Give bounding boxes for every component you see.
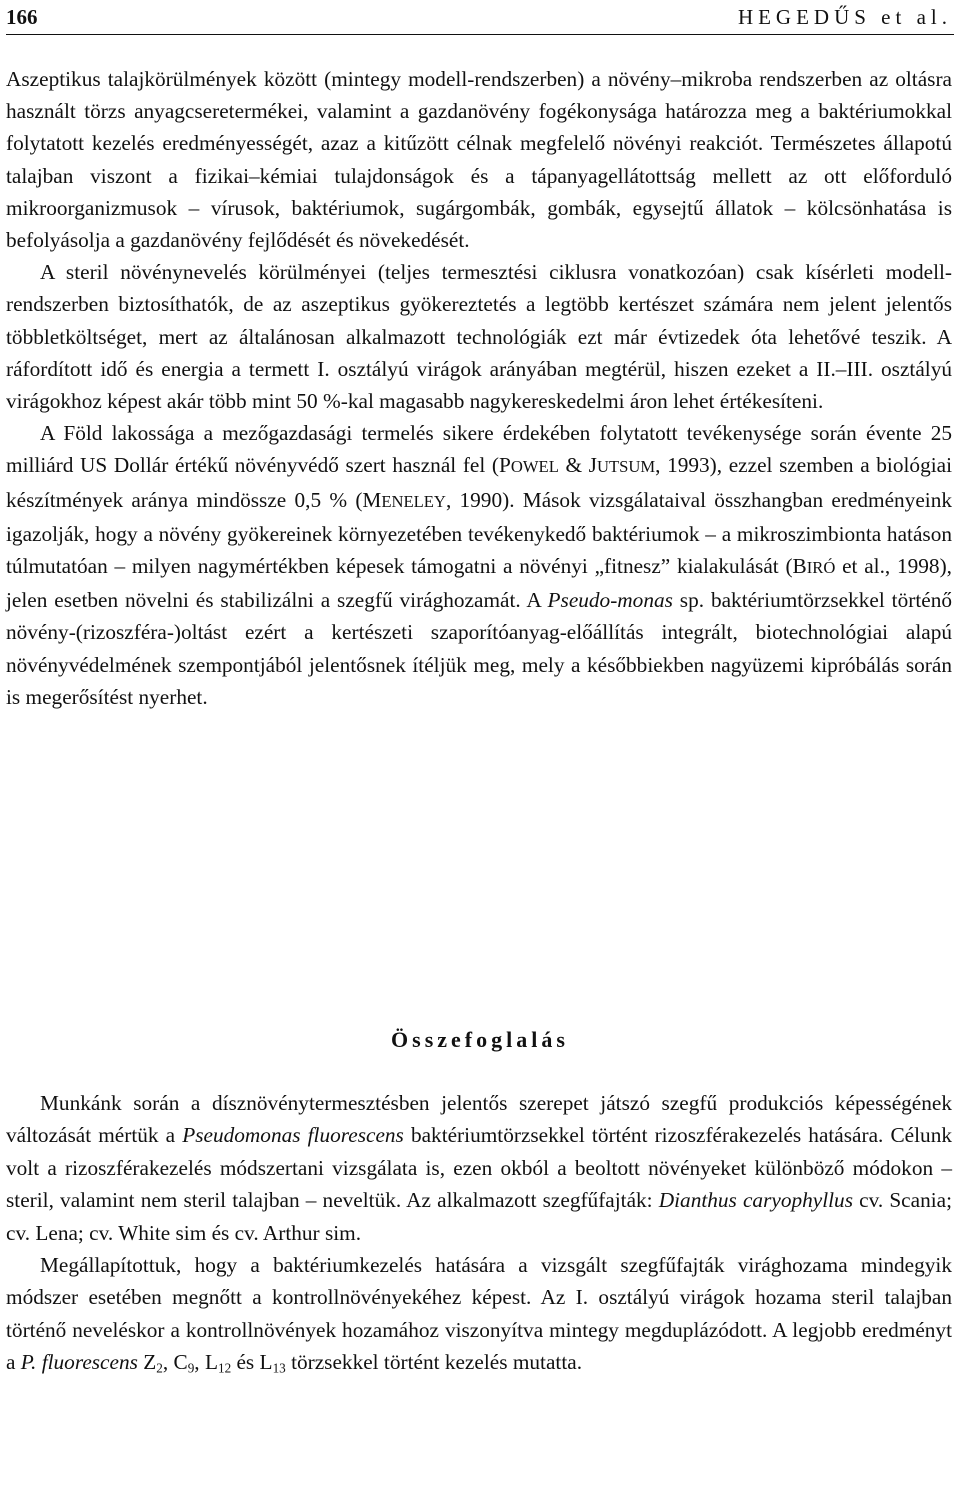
page-header — [6, 2, 954, 32]
running-head: HEGEDŰS et al. — [737, 5, 952, 29]
summary-text — [6, 1087, 952, 1379]
section-title-summary: Összefoglalás — [391, 1027, 569, 1052]
page-number: 166 — [6, 5, 38, 29]
main-text — [6, 63, 952, 713]
paragraph-aseptic: Aszeptikus talajkörülmények között (mintegy modell-rendszerben) a növény–mikroba rendszerben az oltásra használt törzs anyagcseretermékei, valamint a gazdanövény fogékonysága határozza meg a baktériumokkal folytatott kezelés eredményességét, azaz a kitűzött célnak megfelelő növényi reakciót. Természetes állapotú talajban viszont a fizikai–kémiai tulajdonságok és a tápanyagellátottság mellett az ott előforduló mikroorganizmusok – vírusok, baktériumok, sugárgombák, gombák, egysejtű állatok – kölcsönhatása is befolyásolja a gazdanövény fejlődését és növekedését. — [6, 67, 952, 253]
paragraph-earth: A Föld lakossága a mezőgazdasági termelés sikere érdekében folytatott tevékenysége során évente 25 milliárd US Dollár értékű növényvédő szert használ fel (POWEL & JUTSUM, 1993), ezzel szemben a biológiai készítmények aránya mindössze 0,5 % (MENELEY, 1990). Mások vizsgálataival összhangban eredményeink igazolják, hogy a növény gyökereinek környezetében tevékenykedő baktériumok – a mikroszimbionta hatáson túlmutatóan – milyen nagymértékben képesek támogatni a növényi „fitnesz” kialakulását (BIRÓ et al., 1998), jelen esetben növelni és stabilizálni a szegfű virághozamát. A Pseudo-monas sp. baktériumtörzsekkel történő növény-(rizoszféra-)oltást ezért a kertészeti szaporítóanyag-előállítás integrált, biotechnológiai alapú növényvédelmének szempontjából jelentősnek ítéljük meg, mely a későbbiekben nagyüzemi kipróbálás során is megerősítést nyerhet. — [6, 421, 953, 709]
summary-paragraph-1: Munkánk során a dísznövénytermesztésben jelentős szerepet játszó szegfű produkciós képességének változását mértük a Pseudomonas fluorescens baktériumtörzsekkel történt rizoszférakezelés hatására. Célunk volt a rizoszférakezelés módszertani vizsgálata is, ezen okból a beoltott növényeket különböző módokon – steril, valamint nem steril talajban – neveltük. Az alkalmazott szegfűfajták: Dianthus caryophyllus cv. Scania; cv. Lena; cv. White sim és cv. Arthur sim. — [6, 1091, 953, 1245]
header-rule — [6, 34, 954, 35]
summary-paragraph-2: Megállapítottuk, hogy a baktériumkezelés hatására a vizsgált szegfűfajták virághozama mindegyik módszer esetében megnőtt a kontrollnövényekéhez képest. Az I. osztályú virágok hozama steril talajban történő neveléskor a kontrollnövények hozamához viszonyítva mintegy megduplázódott. A legjobb eredményt a P. fluorescens $Z_2$, $C_9$, $L_{12}$ és $L_{13}$ törzsekkel történt kezelés mutatta. — [6, 1253, 952, 1376]
paragraph-sterile: A steril növénynevelés körülményei (teljes termesztési ciklusra vonatkozóan) csak kísérleti modell-rendszerben biztosíthatók, de az aszeptikus gyökereztetés a legtöbb kertészet számára nem jelent jelentős többletköltséget, mert az általánosan alkalmazott technológiák ezt már évtizedek óta lehetővé teszik. A ráfordított idő és energia a termett I. osztályú virágok arányában megtérül, hiszen ezeket a II.–III. osztályú virágokhoz képest akár több mint 50 %-kal magasabb nagykereskedelmi áron lehet értékesíteni. — [6, 260, 952, 414]
